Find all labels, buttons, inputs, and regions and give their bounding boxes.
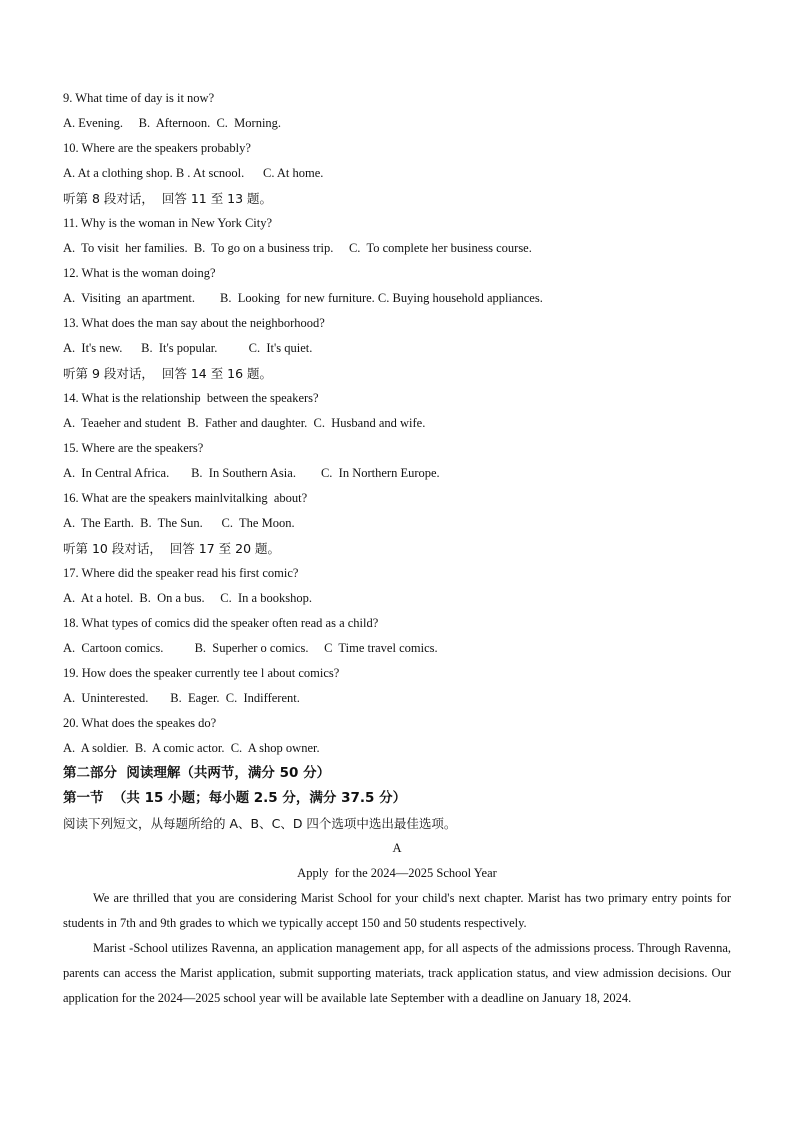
question-line: 9. What time of day is it now? [63, 91, 215, 105]
question-line: 11. Why is the woman in New York City? [63, 216, 273, 230]
passage-title: Apply for the 2024—2025 School Year [297, 866, 497, 880]
options-line: A. Uninterested. B. Eager. C. Indifferent. [63, 691, 300, 705]
options-line: A. Teaeher and student B. Father and daughter. C. Husband and wife. [63, 416, 426, 430]
question-line: 18. What types of comics did the speaker often read as a child? [63, 616, 379, 630]
listening-section [63, 86, 731, 761]
options-line: A. A soldier. B. A comic actor. C. A shop owner. [63, 741, 320, 755]
reading-instruction: 阅读下列短文，从每题所给的 A、B、C、D 四个选项中选出最佳选项。 [63, 816, 457, 831]
question-line: 19. How does the speaker currently tee l about comics? [63, 666, 340, 680]
question-line: 10. Where are the speakers probably? [63, 141, 251, 155]
question-line: 12. What is the woman doing? [63, 266, 216, 280]
passage-paragraph: We are thrilled that you are considering Marist School for your child's next chapter. Marist has two primary entry points for students in 7th and 9th grades to which we typically accept 150 and 50 students respectively. [63, 891, 731, 930]
options-line: A. At a hotel. B. On a bus. C. In a bookshop. [63, 591, 312, 605]
options-line: A. The Earth. B. The Sun. C. The Moon. [63, 516, 295, 530]
document-page [63, 86, 731, 1011]
passage-paragraph: Marist -School utilizes Ravenna, an application management app, for all aspects of the admissions process. Through Ravenna, parents can access the Marist application, submit supporting materiats, track application status, and view admission decisions. Our application for the 2024—2025 school year will be available late September with a deadline on January 18, 2024. [63, 941, 731, 1005]
question-line: 20. What does the speakes do? [63, 716, 217, 730]
question-line: 16. What are the speakers mainlvitalking about? [63, 491, 308, 505]
options-line: A. To visit her families. B. To go on a business trip. C. To complete her business course. [63, 241, 532, 255]
instruction-line: 听第 9 段对话， 回答 14 至 16 题。 [63, 366, 273, 381]
options-line: A. Evening. B. Afternoon. C. Morning. [63, 116, 282, 130]
passage-letter: A [392, 841, 402, 855]
options-line: A. Visiting an apartment. B. Looking for new furniture. C. Buying household appliances. [63, 291, 543, 305]
options-line: A. At a clothing shop. B . At scnool. C. At home. [63, 166, 324, 180]
options-line: A. In Central Africa. B. In Southern Asia. C. In Northern Europe. [63, 466, 440, 480]
options-line: A. Cartoon comics. B. Superher o comics. C Time travel comics. [63, 641, 438, 655]
question-line: 17. Where did the speaker read his first comic? [63, 566, 299, 580]
question-line: 15. Where are the speakers? [63, 441, 204, 455]
part-heading: 第二部分 阅读理解（共两节，满分 50 分） [63, 765, 331, 781]
question-line: 13. What does the man say about the neighborhood? [63, 316, 325, 330]
instruction-line: 听第 8 段对话， 回答 11 至 13 题。 [63, 191, 273, 206]
question-line: 14. What is the relationship between the speakers? [63, 391, 319, 405]
section-heading: 第一节 （共 15 小题；每小题 2.5 分，满分 37.5 分） [63, 790, 407, 806]
options-line: A. It's new. B. It's popular. C. It's quiet. [63, 341, 313, 355]
instruction-line: 听第 10 段对话， 回答 17 至 20 题。 [63, 541, 281, 556]
